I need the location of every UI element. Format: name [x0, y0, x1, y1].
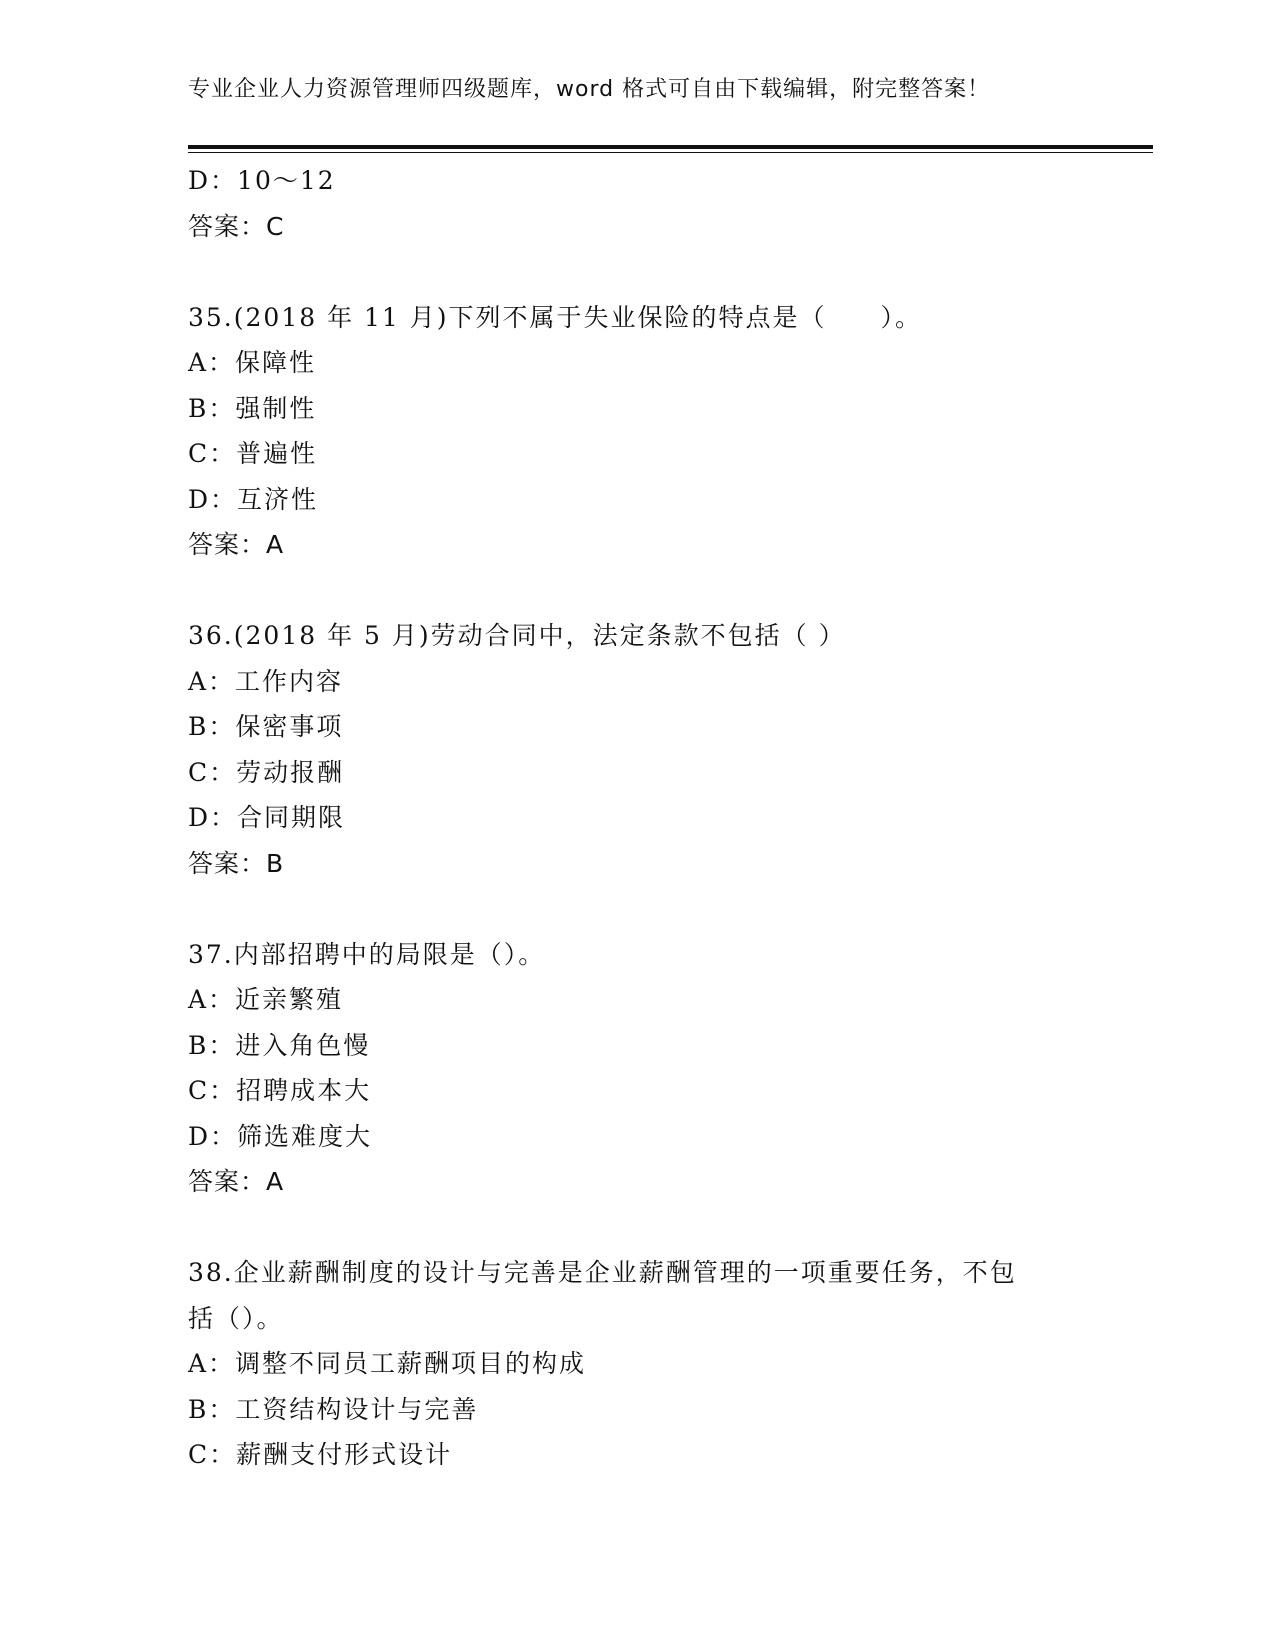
option-b: B：工资结构设计与完善	[188, 1394, 479, 1424]
question-36	[188, 613, 1068, 886]
question-stem: 36.(2018 年 5 月)劳动合同中，法定条款不包括（ ）	[188, 621, 846, 650]
option-d: D：10～12	[188, 166, 336, 195]
spacer	[188, 1205, 1068, 1251]
option-a: A：近亲繁殖	[188, 985, 344, 1014]
question-stem-line-1: 38.企业薪酬制度的设计与完善是企业薪酬管理的一项重要任务，不包	[188, 1258, 1017, 1287]
option-d: D：合同期限	[188, 803, 346, 832]
spacer	[188, 568, 1068, 614]
header-rule-thick	[188, 145, 1153, 149]
question-37	[188, 932, 1068, 1205]
option-c: C：招聘成本大	[188, 1076, 372, 1105]
option-c: C：薪酬支付形式设计	[188, 1440, 453, 1469]
answer-line: 答案：C	[188, 211, 285, 241]
option-d: D：筛选难度大	[188, 1121, 373, 1151]
question-stem-line-2: 括（）。	[188, 1303, 284, 1333]
option-a: A：工作内容	[188, 666, 344, 696]
question-35	[188, 295, 1068, 568]
option-b: B：进入角色慢	[188, 1030, 371, 1060]
answer-line: 答案：A	[188, 530, 285, 559]
spacer	[188, 886, 1068, 932]
previous-question-tail	[188, 158, 1068, 249]
option-a: A：调整不同员工薪酬项目的构成	[188, 1349, 587, 1378]
option-c: C：普遍性	[188, 439, 318, 468]
option-b: B：保密事项	[188, 712, 344, 741]
question-38	[188, 1250, 1068, 1478]
page-header: 专业企业人力资源管理师四级题库，word 格式可自由下载编辑，附完整答案！	[188, 77, 991, 102]
header-rule-thin	[188, 152, 1153, 153]
answer-line: 答案：A	[188, 1167, 285, 1196]
question-content	[188, 158, 1068, 1478]
option-a: A：保障性	[188, 348, 317, 377]
option-b: B：强制性	[188, 393, 317, 423]
answer-line: 答案：B	[188, 848, 285, 878]
question-stem: 35.(2018 年 11 月)下列不属于失业保险的特点是（ ）。	[188, 302, 923, 332]
option-c: C：劳动报酬	[188, 757, 345, 787]
option-d: D：互济性	[188, 484, 319, 514]
question-stem: 37.内部招聘中的局限是（）。	[188, 939, 546, 969]
spacer	[188, 249, 1068, 295]
